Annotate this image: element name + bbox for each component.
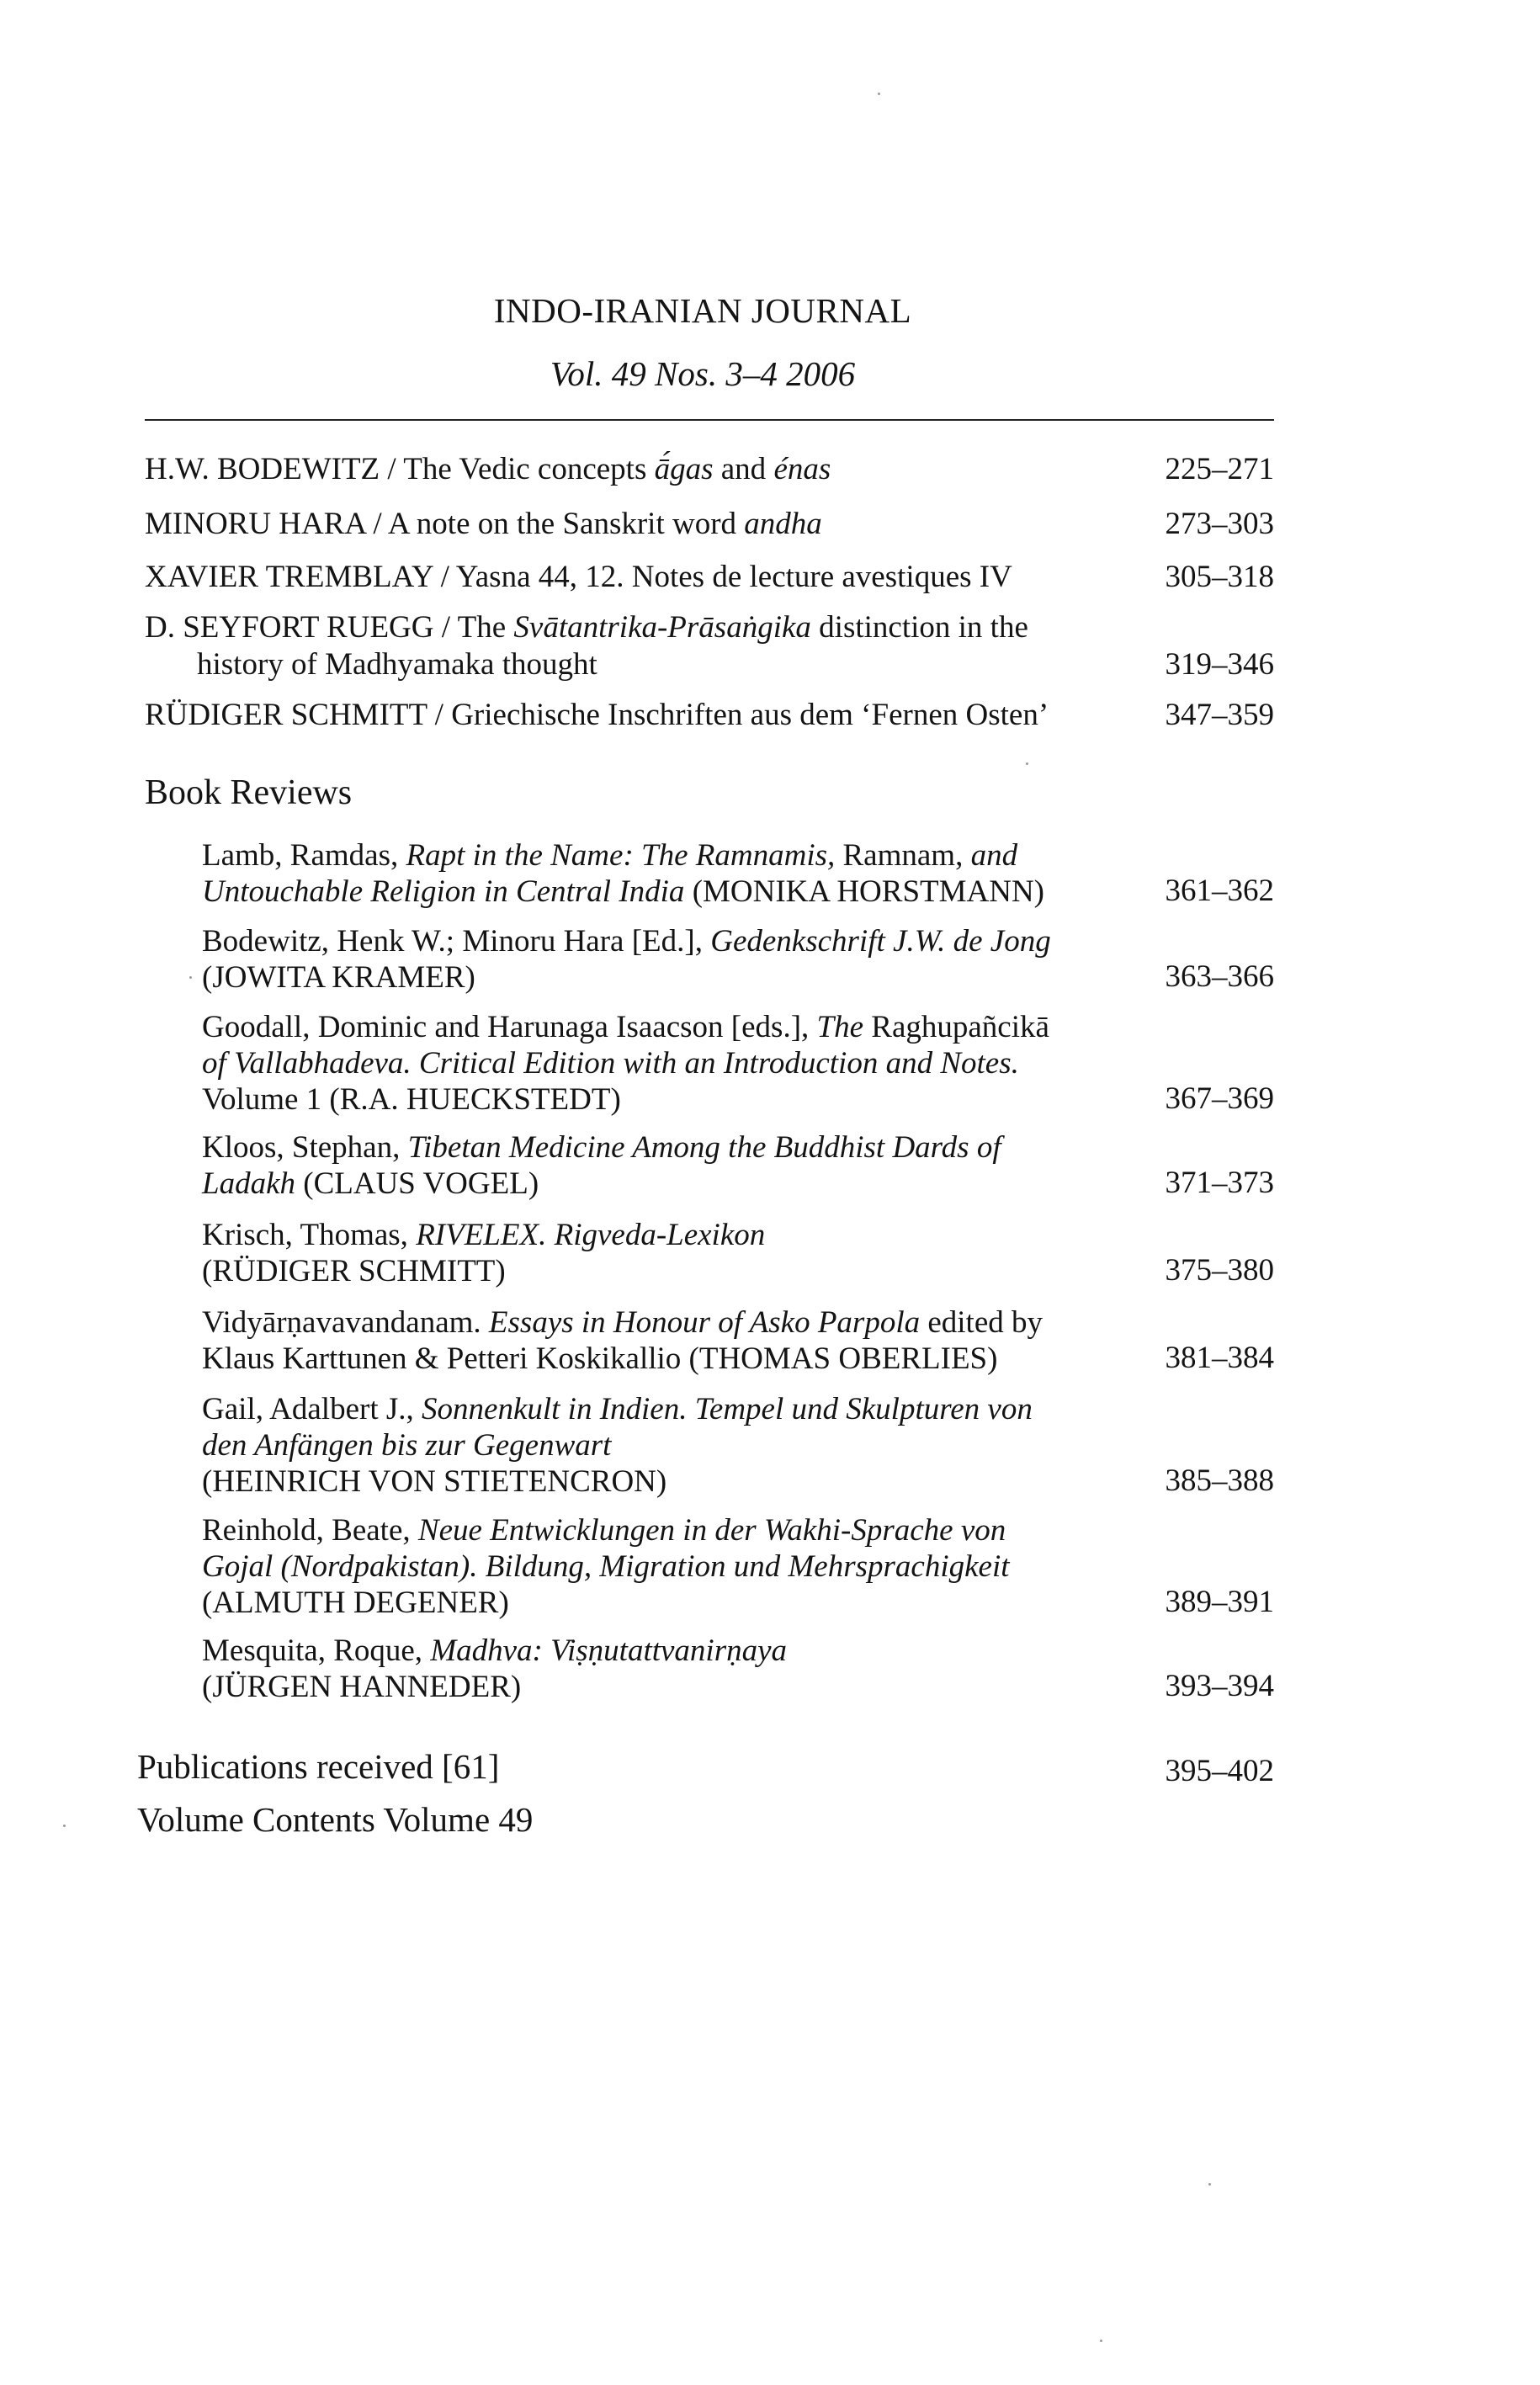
review-entry <box>202 837 1274 910</box>
review-entry <box>202 1129 1274 1202</box>
page-range: 319–346 <box>1165 647 1274 682</box>
article-text: MINORU HARA / A note on the Sanskrit word andha <box>145 507 822 541</box>
reviewer: Klaus Karttunen & Petteri Koskikallio (THOMAS OBERLIES) <box>202 1341 998 1376</box>
scan-speck <box>63 1825 66 1827</box>
page-range: 225–271 <box>1165 452 1274 486</box>
review-text: Goodall, Dominic and Harunaga Isaacson [eds.], The Raghupañcikā of Vallabhadeva. Critical Edition with an Introduction and Notes. Volume 1 (R.A. HUECKSTEDT) <box>202 1010 1049 1117</box>
reviewer: (HEINRICH VON STIETENCRON) <box>202 1464 667 1499</box>
publications-received-entry <box>137 1746 1274 1787</box>
review-entry <box>202 923 1274 996</box>
header-rule <box>145 419 1274 421</box>
scan-speck <box>189 976 192 979</box>
reviewer: (JÜRGEN HANNEDER) <box>202 1670 522 1704</box>
page-range: 347–359 <box>1165 698 1274 732</box>
volume-contents-label: Volume Contents Volume 49 <box>137 1800 534 1839</box>
article-text: RÜDIGER SCHMITT / Griechische Inschriften aus dem ‘Fernen Osten’ <box>145 698 1049 732</box>
page-range: 367–369 <box>1165 1081 1274 1116</box>
scan-speck <box>1100 2340 1102 2342</box>
page-range: 385–388 <box>1165 1463 1274 1498</box>
review-text: Bodewitz, Henk W.; Minoru Hara [Ed.], Gedenkschrift J.W. de Jong (JOWITA KRAMER) <box>202 924 1051 995</box>
journal-title: INDO-IRANIAN JOURNAL <box>493 291 912 330</box>
page-range: 375–380 <box>1165 1253 1274 1288</box>
review-entry <box>202 1009 1274 1118</box>
book-reviews-heading: Book Reviews <box>145 773 353 812</box>
article-title: A note on the Sanskrit word <box>387 507 745 541</box>
reviewer: Volume 1 (R.A. HUECKSTEDT) <box>202 1082 621 1117</box>
article-entry <box>145 451 1274 488</box>
review-text: Mesquita, Roque, Madhva: Viṣṇutattvanirṇaya (JÜRGEN HANNEDER) <box>202 1633 788 1704</box>
page-range: 389–391 <box>1165 1585 1274 1619</box>
review-text: Reinhold, Beate, Neue Entwicklungen in der Wakhi-Sprache von Gojal (Nordpakistan). Bildung, Migration und Mehrsprachigkeit (ALMUTH DEGENER) <box>202 1513 1010 1620</box>
review-text: Vidyārṇavavandanam. Essays in Honour of Asko Parpola edited by Klaus Karttunen & Petteri Koskikallio (THOMAS OBERLIES) <box>202 1305 1043 1376</box>
page-range: 393–394 <box>1165 1669 1274 1703</box>
article-title: Griechische Inschriften aus dem ‘Fernen Osten’ <box>451 698 1049 732</box>
page-range: 381–384 <box>1165 1341 1274 1375</box>
article-entry <box>145 559 1274 596</box>
article-title: The Vedic concepts <box>403 452 655 486</box>
article-author: MINORU HARA <box>145 507 366 541</box>
review-entry <box>202 1217 1274 1289</box>
article-title: The <box>457 610 514 645</box>
reviewer: (MONIKA HORSTMANN) <box>684 874 1044 909</box>
article-text: D. SEYFORT RUEGG / The Svātantrika-Prāsaṅgika distinction in the <box>145 610 1028 645</box>
review-text: Krisch, Thomas, RIVELEX. Rigveda-Lexikon (RÜDIGER SCHMITT) <box>202 1218 766 1288</box>
scan-speck <box>1026 762 1028 765</box>
page-range: 371–373 <box>1165 1166 1274 1200</box>
review-text: Gail, Adalbert J., Sonnenkult in Indien. Tempel und Skulpturen von den Anfängen bis zur Gegenwart (HEINRICH VON STIETENCRON) <box>202 1392 1033 1499</box>
article-entry <box>145 506 1274 543</box>
review-entry <box>202 1304 1274 1377</box>
scan-speck <box>1208 2183 1211 2186</box>
reviewer: (JOWITA KRAMER) <box>202 960 475 995</box>
review-entry <box>202 1633 1274 1705</box>
review-text: Lamb, Ramdas, Rapt in the Name: The Ramnamis, Ramnam, and Untouchable Religion in Central India (MONIKA HORSTMANN) <box>202 838 1044 909</box>
scan-speck <box>878 93 880 95</box>
reviewer: (ALMUTH DEGENER) <box>202 1586 509 1620</box>
review-text: Kloos, Stephan, Tibetan Medicine Among the Buddhist Dards of Ladakh (CLAUS VOGEL) <box>202 1130 1001 1201</box>
review-entry <box>202 1512 1274 1621</box>
volume-contents-entry <box>137 1799 1274 1840</box>
article-text: XAVIER TREMBLAY / Yasna 44, 12. Notes de lecture avestiques IV <box>145 560 1012 594</box>
page-range: 363–366 <box>1165 959 1274 994</box>
page-range: 361–362 <box>1165 874 1274 908</box>
volume-line: Vol. 49 Nos. 3–4 2006 <box>550 354 856 393</box>
article-text: H.W. BODEWITZ / The Vedic concepts ā́gas and énas <box>145 452 831 486</box>
page-range: 395–402 <box>1165 1754 1274 1788</box>
article-title: Yasna 44, 12. Notes de lecture avestiques IV <box>455 560 1012 594</box>
article-author: D. SEYFORT RUEGG <box>145 610 434 645</box>
page-range: 305–318 <box>1165 560 1274 594</box>
page-range: 273–303 <box>1165 507 1274 541</box>
article-author: RÜDIGER SCHMITT <box>145 698 427 732</box>
publications-label: Publications received [61] <box>137 1747 500 1786</box>
article-author: XAVIER TREMBLAY <box>145 560 433 594</box>
article-entry <box>145 697 1274 734</box>
article-author: H.W. BODEWITZ <box>145 452 380 486</box>
reviewer: (CLAUS VOGEL) <box>295 1166 539 1201</box>
article-entry <box>145 609 1274 683</box>
reviewer: (RÜDIGER SCHMITT) <box>202 1254 506 1288</box>
article-title-continuation: history of Madhyamaka thought <box>197 647 597 682</box>
review-entry <box>202 1391 1274 1500</box>
